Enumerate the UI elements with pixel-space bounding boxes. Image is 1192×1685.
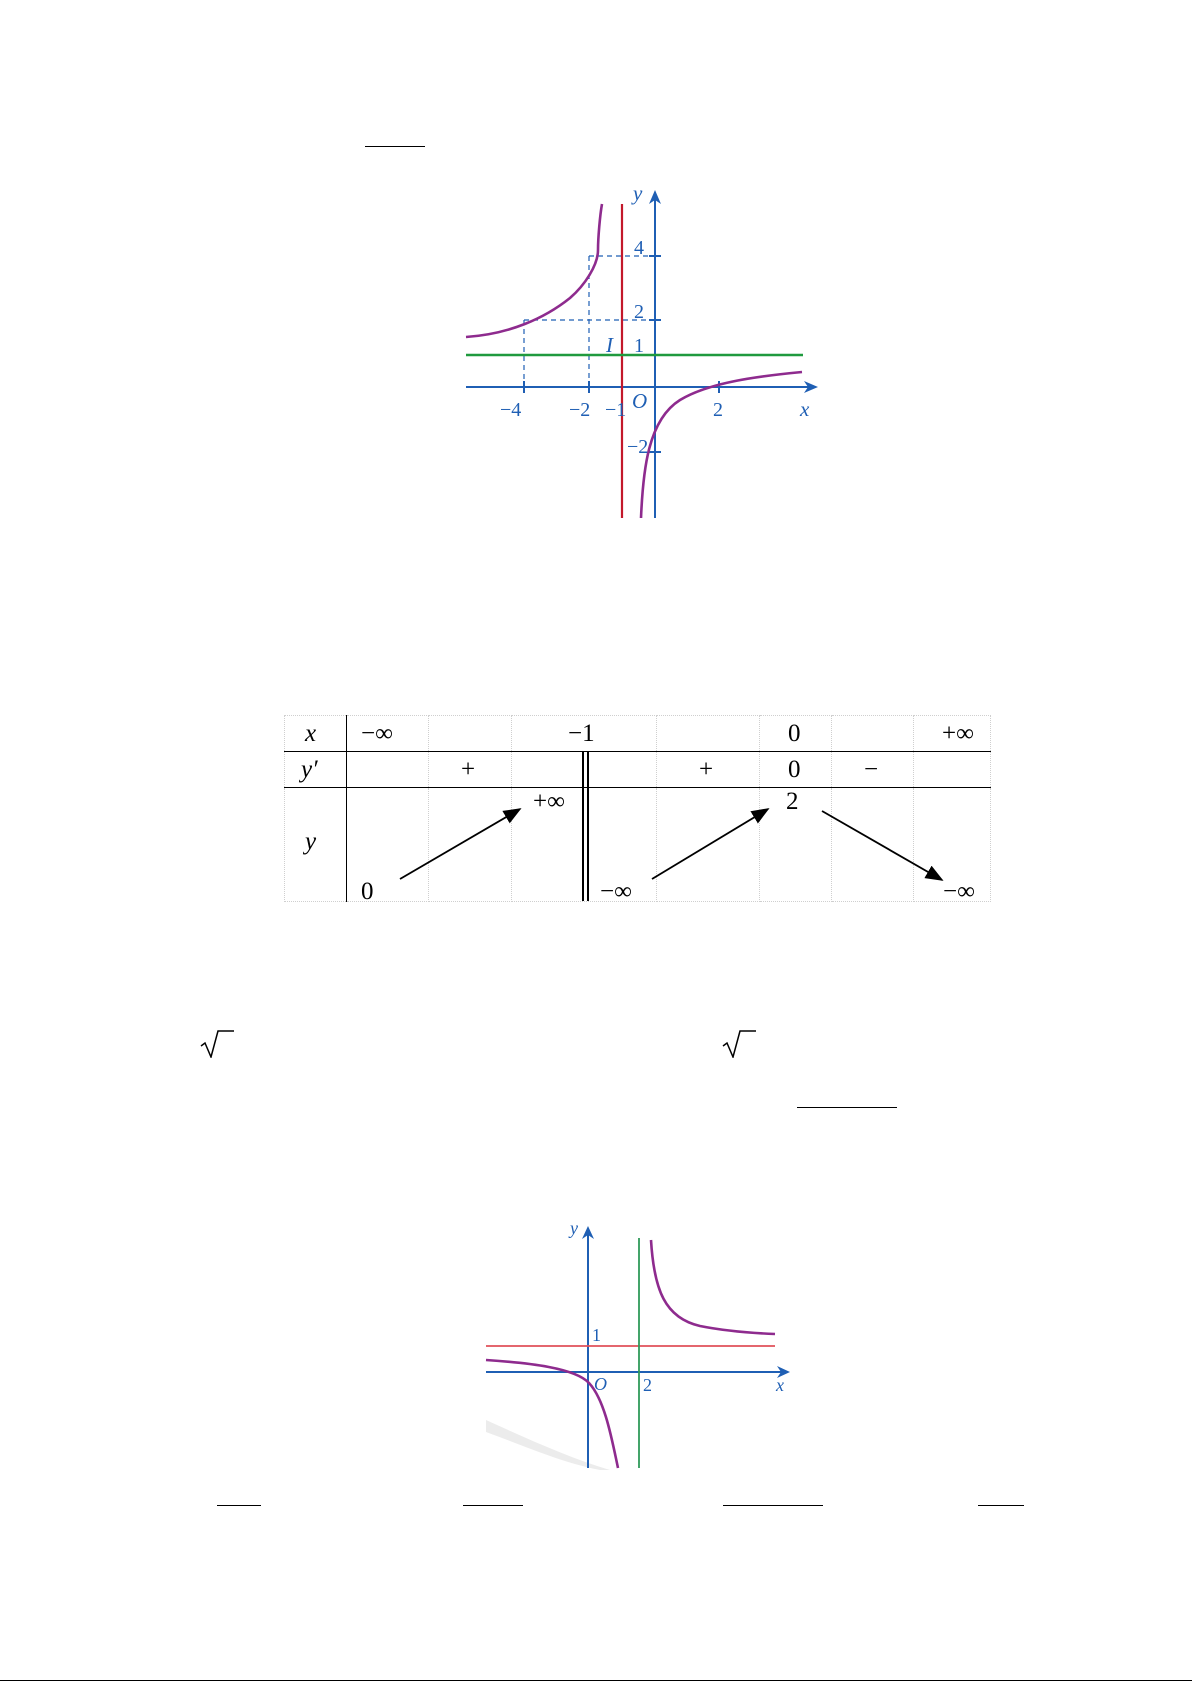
row-label-x: x: [305, 720, 317, 747]
y-right-limit: −∞: [600, 878, 632, 905]
x-tick-label: 2: [713, 399, 723, 421]
y-start-value: 0: [361, 878, 374, 905]
derivative-zero: 0: [788, 756, 801, 783]
fraction-bar: [217, 1505, 261, 1506]
fraction-bar: [723, 1505, 823, 1506]
x-tick-label: −1: [605, 399, 627, 421]
y-left-limit: +∞: [533, 788, 565, 815]
fraction-bar: [463, 1505, 523, 1506]
x-tick-label: −4: [500, 399, 522, 421]
decreasing-arrow: [822, 811, 942, 880]
increasing-arrow: [652, 809, 768, 879]
fraction-bar: [797, 1107, 897, 1108]
center-label: I: [606, 333, 613, 357]
row-label-derivative: y′: [301, 756, 318, 783]
increasing-arrow: [400, 809, 520, 879]
radical-sign: [722, 1030, 756, 1058]
derivative-sign: +: [461, 756, 476, 783]
row-label-y: y: [305, 828, 317, 855]
x-axis-label: x: [800, 397, 810, 421]
y-tick-label: 2: [634, 301, 644, 323]
origin-label: O: [632, 389, 648, 413]
hyperbola-graph-2: [480, 1210, 810, 1475]
y-end-value: −∞: [943, 878, 975, 905]
radical-sign: [200, 1030, 234, 1058]
y-axis-label: y: [633, 181, 643, 205]
x-tick-label: 2: [643, 1375, 652, 1395]
derivative-sign: −: [864, 756, 879, 783]
x-value-minus-one: −1: [568, 720, 595, 747]
y-tick-label: 1: [592, 1325, 601, 1345]
x-tick-label: −2: [569, 399, 591, 421]
fraction-bar: [978, 1505, 1024, 1506]
y-tick-label: 1: [634, 335, 644, 357]
y-axis-label: y: [570, 1218, 578, 1238]
x-axis-label: x: [776, 1375, 784, 1395]
y-max-value: 2: [786, 788, 799, 815]
x-value-pos-inf: +∞: [942, 720, 974, 747]
curve-upper-branch: [651, 1240, 775, 1334]
x-value-neg-inf: −∞: [361, 720, 393, 747]
origin-label: O: [594, 1374, 607, 1394]
x-value-zero: 0: [788, 720, 801, 747]
watermark-swoosh: [486, 1420, 610, 1470]
page-bottom-rule: [0, 1680, 1192, 1681]
y-tick-label: −2: [627, 436, 649, 458]
derivative-sign: +: [699, 756, 714, 783]
y-tick-label: 4: [634, 237, 644, 259]
